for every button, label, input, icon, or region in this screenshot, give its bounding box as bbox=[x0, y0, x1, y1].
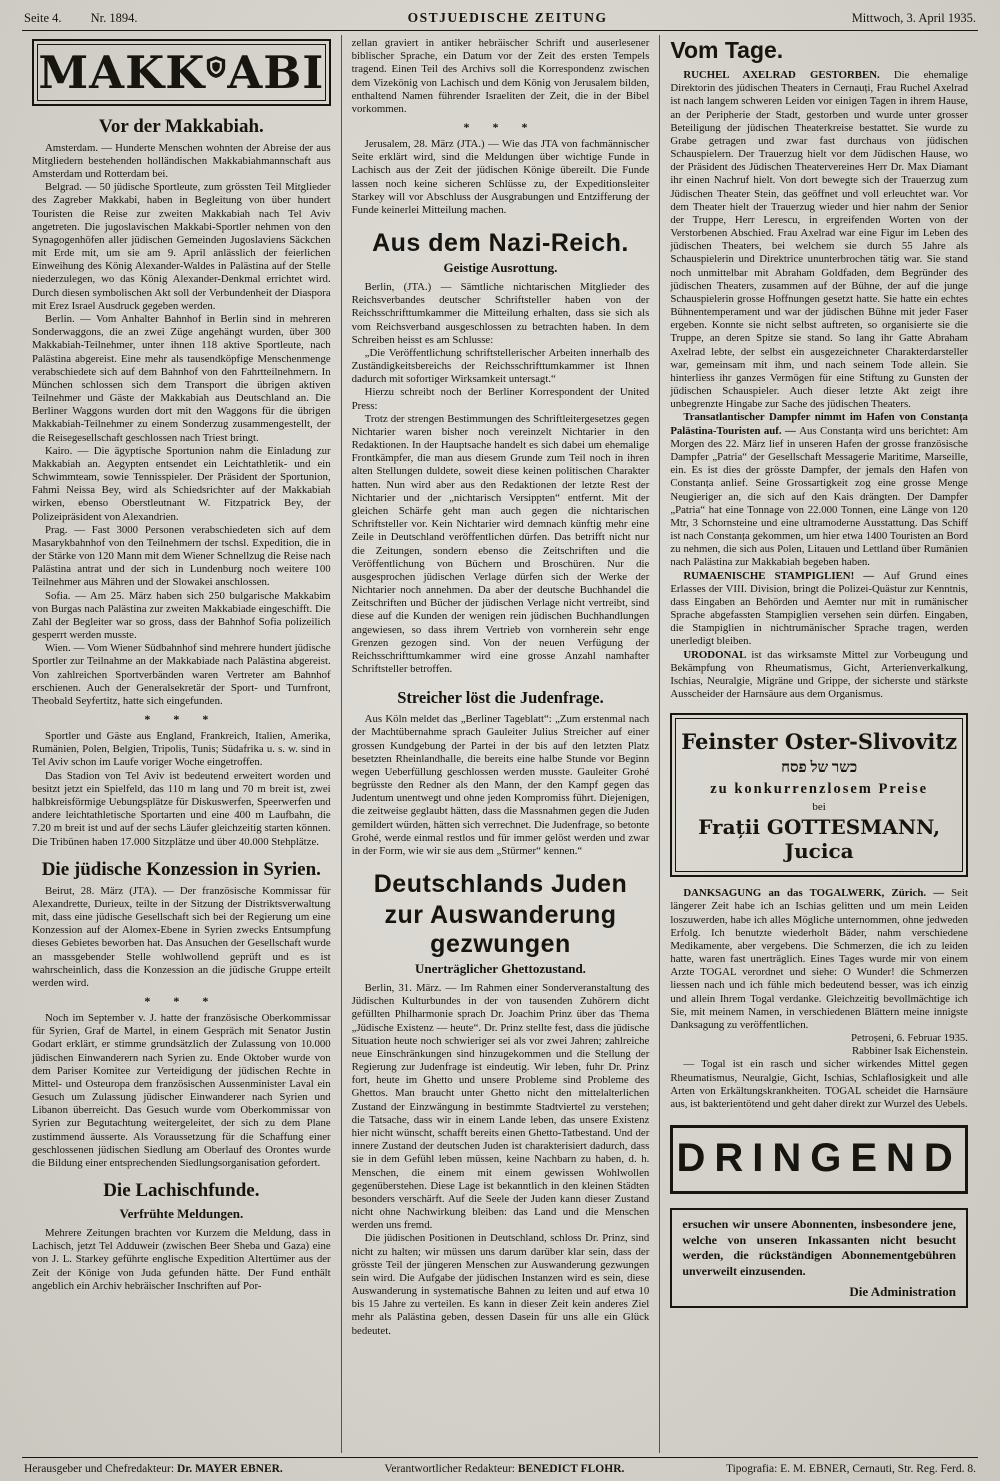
section-heading-large: Aus dem Nazi-Reich. bbox=[372, 229, 629, 258]
section-heading: Vor der Makkabiah. bbox=[98, 115, 264, 137]
advert-price-line: zu konkurrenzlosem Preise bbox=[710, 781, 929, 798]
footer-editor-name: BENEDICT FLOHR. bbox=[517, 1463, 625, 1475]
section-separator: * * * bbox=[144, 994, 219, 1009]
paragraph: Kairo. — Die ägyptische Sportunion nahm die Einladung zur Makkabiah an. Aegypten entsendet ein Leichtathletik- und ein Schwimmteam, sowie Tennisspieler. Der Präsident der Sportunion, Fahmi Neissa Bey, wird als Schiedsrichter auf der Makkabiah wirken, ebenso Oberstleutnant W. Fitzpatrick Bey, der Polizeipräsident von Alexandrien. bbox=[32, 444, 331, 523]
section-heading-large: Vom Tage. bbox=[670, 37, 784, 63]
footer-editor-label: Verantwortlicher Redakteur: bbox=[384, 1463, 515, 1475]
section-separator: * * * bbox=[144, 712, 219, 727]
section-separator: * * * bbox=[463, 120, 538, 135]
column-left bbox=[22, 35, 341, 1453]
section-heading: Die jüdische Konzession in Syrien. bbox=[41, 858, 321, 880]
paragraph: Hierzu schreibt noch der Berliner Korrespondent der United Press: bbox=[351, 386, 650, 412]
section-heading-large: zur Auswanderung gezwungen bbox=[384, 901, 617, 959]
makkabi-masthead bbox=[32, 39, 331, 106]
column-right bbox=[659, 35, 978, 1453]
paragraph: RUMAENISCHE STAMPIGLIEN! — Auf Grund eines Erlasses der VIII. Division, bringt die Polizei-Quästur zur Kenntnis, dass Eingaben an Behörden und Aemter nur mit in rumänischer Sprache abgefassten Stampiglien versehen sein dürfen. Eingaben, die Stampiglien in nichtrumänischer Sprache tragen, werden unerledigt bleiben. bbox=[670, 569, 968, 648]
paragraph: Trotz der strengen Bestimmungen des Schriftleitergesetzes gegen Nichtarier waren bisher noch vereinzelt Nichtarier in den Redaktionen. In der Hauptsache handelt es sich dabei um ehemalige Frontkämpfer, die man aus diesem Grunde zum Teil noch in ihren alten Stellungen duldete, soweit diese keinen politischen Charakter hatten. Nun wird aber aus den Redaktionen der letzte Rest der Nichtarier und der „nichtarisch Versippten“ entfernt. Mit der gleichen Schärfe geht man auch gegen die nichtarischen Schriftsteller vor. Kein Nichtarier wird demnach künftig mehr eine Zeile in Deutschland veröffentlichen dürfen. Das betrifft nicht nur die Zeitungen, sondern ebenso die Zeitschriften und die Veröffentlichung von Büchern und Broschüren. Nur die ausgesprochen jüdischen Verlage dürfen sich der Werke der Nichtarier noch annehmen. Da aber der deutsche Buchhandel die Zeitschriften und Bücher der jüdischen Verlage nicht vertreibt, sind diese auf die Kunden der wenigen rein jüdischen Buchhandlungen angewiesen, so dass ihrem Vertrieb von vornherein sehr enge Grenzen gezogen sind. Von der neuen Verfügung der Reichsschrifttumkammer wird eine grosse Anzahl namhafter Schriftsteller betroffen. bbox=[351, 412, 650, 676]
paragraph: DANKSAGUNG an das TOGALWERK, Zürich. — Seit längerer Zeit habe ich an Ischias gelitten und um mein Leiden loszuwerden, habe ich alles Mögliche unternommen, ohne jedweden Erfolg. Ich benutzte wiederholt Bäder, nahm verschiedene Medikamente, aber vergebens. Die Schmerzen, die ich zu leiden hatte, waren fast unerträglich. Eines Tages wurde mir von einem Arzte TOGAL verordnet und siehe: O Wunder! die Schmerzen liessen nach und ich fühle mich bedeutend besser, was ich einzig und allein Ihrem Togal verdanke. Gleichzeitig bevollmächtige ich Sie, mit meinem Namen, in verschiedenen Blättern meine innigste Danksagung zu veröffentlichen. bbox=[670, 887, 968, 1031]
footer-printer-name: E. M. EBNER, Cernauti, Str. Reg. Ferd. 8. bbox=[780, 1463, 976, 1475]
paragraph: Aus Köln meldet das „Berliner Tageblatt“: „Zum erstenmal nach der Machtübernahme sprach Gauleiter Julius Streicher auf einer grossen Kundgebung der Partei in der bis auf den letzten Platz besetzten Rheinlandhalle, die bereits eine halbe Stunde vor Beginn wegen Ueberfüllung geschlossen werden musste. Gauleiter Grohé begrüsste den Redner als den Mann, der den Kampf gegen das Judentum unentwegt und ohne jeden Kompromiss führt. Diejenigen, die zeitweise geglaubt hätten, dass die Massnahmen gegen die Juden gemildert würden, hätten sich verrechnet. Die Judenfrage, so betonte Grohé, werde einmal restlos und für immer gelöst werden und zwar in der Form, wie wir sie aus dem „Stürmer“ kennen.“ bbox=[351, 713, 650, 857]
columns-container bbox=[22, 35, 978, 1453]
paragraph: Das Stadion von Tel Aviv ist bedeutend erweitert worden und besitzt jetzt ein Spielfeld, das 110 m lang und 70 m breit ist, zwei halbkreisförmige Uebungsplätze für Diskuswerfen, Speerwerfen und andere leichtathletische Sportarten und eine 400 m Laufbahn, die 7.20 m breit ist und auf der sechs Läufer gleichzeitig starten können. Die Tribünen haben 17.000 Sitzplätze und über 40.000 Stehplätze. bbox=[32, 769, 331, 848]
footer-publisher bbox=[24, 1463, 283, 1475]
paragraph: Sportler und Gäste aus England, Frankreich, Italien, Amerika, Rumänien, Polen, Belgien, Tripolis, Tunis; Südafrika u. s. w. sind in Tel Aviv schon im Laufe voriger Woche eingetroffen. bbox=[32, 730, 331, 769]
paragraph-lead: Transatlantischer Dampfer nimmt im Hafen von Constanța Palästina-Touristen auf. — bbox=[670, 411, 968, 437]
advert-dringend-title: DRINGEND bbox=[670, 1125, 968, 1194]
paragraph: Die jüdischen Positionen in Deutschland, schloss Dr. Prinz, sind nicht zu halten; wir müssen uns darum darüber klar sein, dass der grösste Teil der jüngeren Menschen zur Auswanderung gezwungen sein wird. Die Aufgabe der jüdischen Instanzen wird es sein, diese Auswanderung in systematische Bahnen zu leiten und auf etwa 10 bis 15 Jahre zu verteilen. Es kann in dieser Zeit kein anderes Ziel mehr als Palästina geben, dessen Dasein für uns alle ein Glück bedeutet. bbox=[351, 1232, 650, 1337]
paragraph: Mehrere Zeitungen brachten vor Kurzem die Meldung, dass in Lachisch, jetzt Tel Adduweir (zwischen Beer Sheba und Gaza) eine von J. L. Starkey geführte englische Expedition Altertümer aus der Zeit der Könige von Juda gefunden hätte. Der Fund enthält angeblich ein Archiv hebräischer Inschriften auf Por- bbox=[32, 1227, 331, 1292]
section-heading-large: Deutschlands Juden bbox=[373, 870, 628, 899]
paragraph-right-aligned: Rabbiner Isak Eichenstein. bbox=[851, 1045, 968, 1058]
paragraph: RUCHEL AXELRAD GESTORBEN. Die ehemalige Direktorin des jüdischen Theaters in Cernauți, Frau Ruchel Axelrad ist nach langem schweren Leiden vor einigen Tagen in ihrem Hause, an der Peripherie der Stadt, gestorben und wurde unter grosser Beteiligung der jüdischen Theaterkreise bestattet. Sie wurde zu Grabe getragen und zwar fast durchaus von jüdischen Schauspielern. Der Trauerzug hielt vor dem Jüdischen Hause, wo der Präsident des Jüdischen Theatervereines Herr Dr. Max Diamant ihr einen Nachruf hielt. Von dort bewegte sich der Trauerzug zum Jüdischen Theater Stein, das geöffnet und voll erleuchtet war. Vor dem Theater hielt der Trauerzug wieder und hier nahm der Senior der Truppe, Herr Lerescu, in ergreifenden Worten von der Verstorbenen Abschied. Frau Axelrad war eine Figur im Leben des jüdischen Theaters, bei welchem sie durch 55 Jahre als Schauspielerin und Direktrice ununterbrochen tätig war. Sie stand noch unmittelbar mit Abraham Goldfaden, dem Begründer des jüdischen Theaters, zusammen auf der Bühne, der auf die junge Schauspielerin grosse Hoffnungen gesetzt hatte. Sie hatte ein echtes Bühnentemperament und war der jüdischen Bühne mit jeder Faser ergeben. Konnte sie nicht selbst auftreten, so organisierte sie die Truppe, an deren Spitze sie stand. So lang ihr Gatte Abraham Axelrad lebte, der selbst ein ausgezeichneter Charakterdarsteller war, gemeinsam mit ihm, und nach seinem Tode allein. Sie hinterliess ihr ganzes Vermögen für eine Stiftung zu Gunsten der jüdischen Schauspieler. Auch dieser letzte Akt zeigt ihre unbegrenzte Hingabe zur Sache des jüdischen Theaters. bbox=[670, 69, 968, 411]
section-subheading: Unerträglicher Ghettozustand. bbox=[415, 961, 586, 977]
paragraph: Beirut, 28. März (JTA). — Der französische Kommissar für Alexandrette, Durieux, teilte in der Sitzung der Distriktsverwaltung mit, dass eine jüdische Gesellschaft sich bei der Regierung um eine Konzession auf der Alomex-Ebene in Syrien zwecks Entsumpfung dieses Gebietes beworben hat. Das Ansuchen der Gesellschaft wurde an massgebender Stelle wohlwollend geprüft und es ist wahrscheinlich, dass die Konzession an die jüdische Gruppe erteilt werden wird. bbox=[32, 884, 331, 989]
paragraph: Berlin, 31. März. — Im Rahmen einer Sonderveranstaltung des Jüdischen Kulturbundes in der von tausenden Zuhörern dicht gefüllten Philharmonie sprach Dr. Joachim Prinz über das Thema „Jüdische Existenz — heute“. Dr. Prinz stellte fest, dass die jüdische Situation heute noch schwieriger sei als vor zwei Jahren; zahlreiche neue Einschränkungen sind hinzugekommen und die Stellung der Regierung zur Judenfrage ist eindeutig. Wir leben, fuhr Dr. Prinz fort, heute im Ghetto und unsere Probleme sind Probleme des Ghettos. Man braucht unter Ghetto nicht den mittelalterlichen Zustand der Einzwängung in bestimmte Stadtviertel zu verstehen; die Tatsache, dass wir in einem Lande leben, das unsere Existenz hier nicht wünscht, schafft bereits einen Ghetto-Tatbestand. Und der innere Zustand der deutschen Juden ist charakterisiert dadurch, dass sie in dem Gefühl leben müssen, keine Nachbarn zu haben, d. h. Menschen, die einem mit einem gewissen Wohlwollen gegenüberstehen. Diese Lage ist bekanntlich in den kleinen Städten besonders verschärft. Auf die Seele der Juden kann dieser Zustand nicht ohne Nachwirkung bleiben: das Land und die Menschen werden uns fremd. bbox=[351, 982, 650, 1232]
paragraph-lead: DANKSAGUNG an das TOGALWERK, Zürich. — bbox=[683, 887, 952, 900]
paragraph: Sofia. — Am 25. März haben sich 250 bulgarische Makkabim von Burgas nach Palästina zur zweiten Makkabiade eingeschifft. Die Zahl der Begleiter war so gross, dass der Bahnhof Sofia polizeilich gesperrt werden musste. bbox=[32, 589, 331, 642]
paragraph: „Die Veröffentlichung schriftstellerischer Arbeiten innerhalb des Zuständigkeitsbereichs der Reichsschrifttumkammer ist Ihnen dadurch mit sofortiger Wirksamkeit untersagt.“ bbox=[351, 346, 650, 386]
paragraph: Amsterdam. — Hunderte Menschen wohnten der Abreise der aus Mitgliedern bestehenden holländischen Makkabiahmannschaft aus Amsterdam und Rotterdam bei. bbox=[32, 141, 331, 181]
paragraph: Wien. — Vom Wiener Südbahnhof sind mehrere hundert jüdische Sportler zur Teilnahme an der Makkabiade nach Palästina abgereist. Von zahlreichen Sportverbänden waren Vertreter am Bahnhof erschienen. Auch der Generalsekretär der Sport- und Turnfront, Theobald Seyfertitz, hatte sich eingefunden. bbox=[32, 642, 331, 707]
paragraph-lead: URODONAL bbox=[683, 648, 752, 661]
paragraph: Jerusalem, 28. März (JTA.) — Wie das JTA von fachmännischer Seite erklärt wird, sind die Meldungen über wichtige Funde in Lachisch aus der Zeit der jüdischen Könige übereilt. Die Funde lassen noch keine sicheren Schlüsse zu, der Expeditionsleiter Starkey will vor Abschluss der Ausgrabungen und Entzifferung der Funde keinerlei Mitteilung machen. bbox=[351, 138, 650, 216]
footer-publisher-label: Herausgeber und Chefredakteur: bbox=[24, 1463, 175, 1475]
masthead-text-right: ABI bbox=[227, 46, 325, 99]
section-subheading: Geistige Ausrottung. bbox=[443, 260, 558, 276]
page-footer bbox=[22, 1457, 978, 1475]
paragraph-lead: RUCHEL AXELRAD GESTORBEN. bbox=[683, 69, 894, 81]
paragraph: Noch im September v. J. hatte der französische Oberkommissar für Syrien, Graf de Martel, in einem Gespräch mit Senator Justin Godart erklärt, er stimme grundsätzlich der Zulassung von 10.000 jüdischen Einwanderern nach Syrien zu. Ende Oktober wurde von dem Pariser Komitee zur Verteidigung der jüdischen Rechte in Mittel- und Osteuropa dem französischen Aussenminister Laval ein Gesuch um Zulassung jüdischer Einwanderer nach Syrien und Libanon überreicht. Das Gesuch wurde vom Oberkommissar von Syrien zur Begutachtung weitergeleitet, der sich zu dem Plane zustimmend äusserte. Als Voraussetzung für die Schaffung einer geschlossenen jüdischen Siedlung am Oberlauf des Orontes wurde die Bildung einer entsprechenden Siedlungsorganisation gefordert. bbox=[32, 1012, 331, 1169]
paragraph-continuation: zellan graviert in antiker hebräischer Schrift und auserlesener biblischer Sprache, ein Datum vor der Zeit des ersten Tempels tragend. Einen Teil des Archivs soll die Korrespondenz zwischen dem Vizekönig von Lachisch und dem König von Jerusalem bilden, enthaltend Namen führender Israeliten der Zeit, die in der Bibel vorkommen. bbox=[351, 37, 650, 115]
paragraph: Transatlantischer Dampfer nimmt im Hafen von Constanța Palästina-Touristen auf. — Aus Constanța wird uns berichtet: Am Morgen des 22. März lief in unseren Hafen der grosse französische Dampfer „Patria“ der Gesellschaft Messagerie Maritime, Marseille, ein. Es ist dies der grösste Dampfer, der jemals den Hafen von Constanța anlief. Seine Grossartigkeit zog eine grosse Menge Neugieriger an, die sich auf den Kais drängten. Der Dampfer „Patria“ hat eine Tonnage von 22.000 Tonnen, eine Länge von 120 Mtr, 3 Schornsteine und eine ultramoderne Ausstattung. Das Schiff ist nach Constanța gekommen, um hier etwa 1400 Touristen an Bord zu nehmen, die sich aus Polen, Litauen und Lettland über Rumänien nach Palästina zur Makkabiah begeben haben. bbox=[670, 411, 968, 569]
footer-printer-label: Tipografia: bbox=[725, 1463, 778, 1475]
page-number-issue bbox=[24, 11, 164, 26]
masthead-text-left: MAKK bbox=[38, 46, 206, 99]
makkabi-crest-icon bbox=[206, 55, 226, 79]
section-heading: Streicher löst die Judenfrage. bbox=[397, 688, 604, 708]
section-heading: Die Lachischfunde. bbox=[103, 1180, 260, 1202]
column-middle bbox=[341, 35, 660, 1453]
footer-printer bbox=[726, 1463, 976, 1475]
paragraph: — Togal ist ein rasch und sicher wirkendes Mittel gegen Rheumatismus, Neuralgie, Gicht, Ischias, Schlaflosigkeit und alle Arten von Erkältungskrankheiten. TOGAL scheidet die Harnsäure aus, ist bakterientötend und geht daher direkt zur Wurzel des Uebels. bbox=[670, 1058, 968, 1110]
paragraph-lead: RUMAENISCHE STAMPIGLIEN! — bbox=[683, 569, 884, 582]
issue-number: Nr. 1894. bbox=[90, 11, 138, 25]
advert-product-name: Feinster Oster-Slivovitz bbox=[681, 729, 957, 755]
footer-editor bbox=[384, 1463, 624, 1475]
advert-dringend-text: ersuchen wir unsere Abonnenten, insbesondere jene, welche von unseren Inkassanten nicht besucht werden, die rückständigen Abonnementgebühren unverweilt einzusenden. bbox=[682, 1217, 956, 1278]
paragraph: Prag. — Fast 3000 Personen verabschiedeten sich auf dem Masarykbahnhof von den Teilnehmern der tschsl. Expedition, die in der Stärke von 120 Mann mit dem Wiener Schnellzug die Reise nach Palästina antrat und der sich in Lundenburg noch weitere 100 Teilnehmer aus Mähren und der Slowakei anschlossen. bbox=[32, 523, 331, 589]
advert-company-name: Frații GOTTESMANN, Jucica bbox=[698, 815, 941, 864]
advert-dringend bbox=[670, 1125, 968, 1307]
advert-hebrew-kosher-text: כשר של פסח bbox=[781, 760, 858, 777]
masthead-title bbox=[37, 44, 326, 101]
advert-slivovitz bbox=[670, 713, 968, 877]
page-header bbox=[22, 8, 978, 31]
paragraph: Belgrad. — 50 jüdische Sportleute, zum grössten Teil Mitglieder des Zagreber Makkabi, haben in Begleitung von über hundert Touristen die Reise zur zweiten Makkabiah nach Tel Aviv angetreten. Die jugoslavischen Makkabi-Sportler nehmen von den Synagogenhöfen aller jüdischen Gemeinden Jugoslaviens Säckchen mit Erde mit, um sie am 9. April anlässlich der feierlichen Einweihung des König Alexander-Waldes in Palästina auf der Stelle niederzulegen, wo das König Alexander-Denkmal errichtet wird. Durch diesen symbolischen Akt soll der Verbundenheit der Diaspora mit Erez Israel Ausdruck gegeben werden. bbox=[32, 181, 331, 312]
footer-publisher-name: Dr. MAYER EBNER. bbox=[176, 1463, 283, 1475]
advert-dringend-box bbox=[670, 1208, 968, 1307]
issue-date: Mittwoch, 3. April 1935. bbox=[851, 11, 976, 25]
section-subheading: Verfrühte Meldungen. bbox=[119, 1206, 244, 1222]
paragraph-right-aligned: Petroșeni, 6. Februar 1935. bbox=[851, 1032, 968, 1045]
paragraph: Berlin. — Vom Anhalter Bahnhof in Berlin sind in mehreren Sonderwaggons, die an zwei Züge angehängt wurden, über 300 Makkabiah-Teilnehmer, unter ihnen 118 aktive Sportleute, nach Palästina abgereist. Eine mehr als tausendköpfige Menschenmenge verabschiedete sich auf dem Bahnhof von den Fahrtteilnehmern. In München schlossen sich dem Transport die übrigen aktiven Teilnehmer und Gäste der Makkabiah aus Deutschland an. Die Berliner Waggons wurden dort mit den Waggons für die übrigen Makkabiah-Teilnehmer zu einem Sonderzug zusammengestellt, der die Reisegesellschaft geschlossen nach Triest bringt. bbox=[32, 312, 331, 444]
advert-dringend-signature: Die Administration bbox=[849, 1283, 956, 1299]
paragraph: Berlin, (JTA.) — Sämtliche nichtarischen Mitglieder des Reichsverbandes deutscher Schriftsteller haben von der Reichsschrifttumkammer die Mitteilung erhalten, dass sie sich als vom Reichsverband ausgeschlossen zu betrachten haben. In dem Schreiben heisst es am Schlusse: bbox=[351, 281, 650, 346]
newspaper-title: OSTJUEDISCHE ZEITUNG bbox=[407, 10, 608, 25]
advert-bei-label: bei bbox=[812, 801, 826, 814]
page-number: Seite 4. bbox=[24, 11, 62, 25]
paragraph: URODONAL ist das wirksamste Mittel zur Vorbeugung und Bekämpfung von Rheumatismus, Gicht, Arterienverkalkung, Ischias, Neuralgie, Migräne und Grippe, der sicherste und stärkste Ausscheider der Harnsäure aus dem Organismus. bbox=[670, 648, 968, 701]
